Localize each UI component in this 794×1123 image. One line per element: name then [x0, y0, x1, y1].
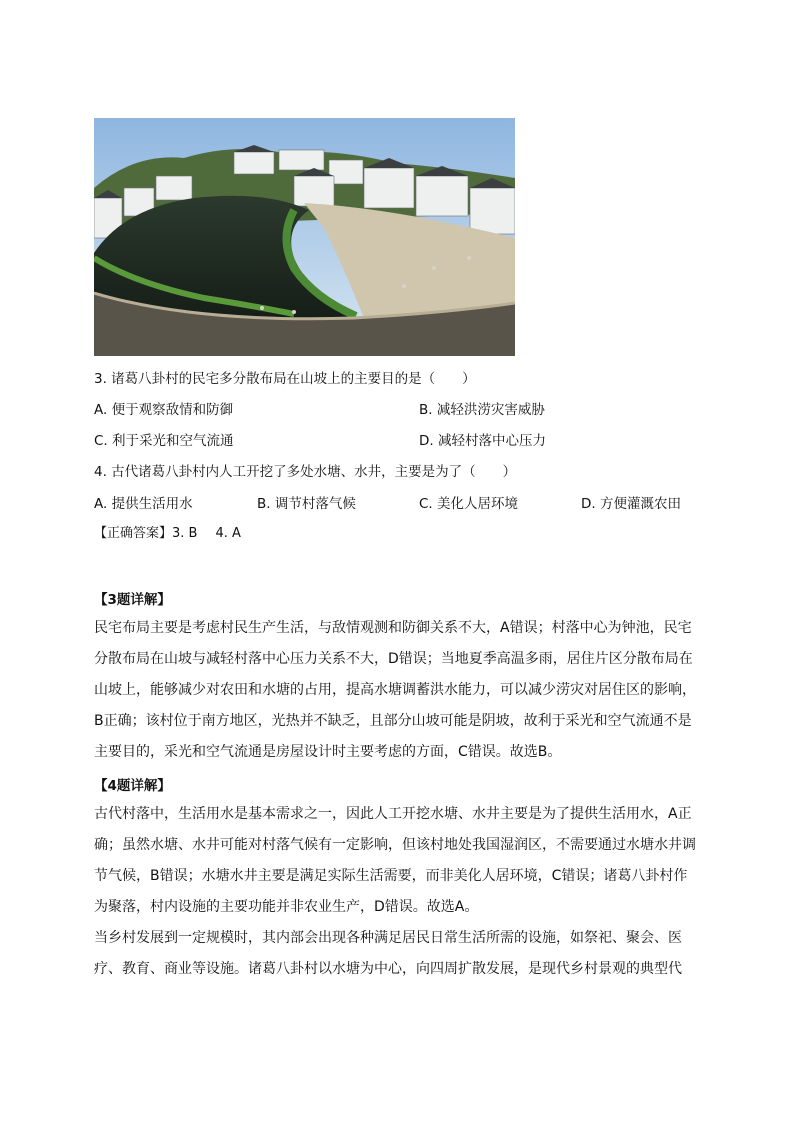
- correct-answer: [94, 524, 241, 544]
- detail-3-text: [94, 613, 698, 768]
- detail-3-heading: 【3题详解】: [94, 592, 171, 608]
- question-4-stem: 4. 古代诸葛八卦村内人工开挖了多处水塘、水井，主要是为了（ ）: [94, 464, 517, 480]
- detail-4-text: [94, 799, 698, 985]
- detail-4-line: 节气候，B错误；水塘水井主要是满足实际生活需要，而非美化人居环境，C错误；诸葛八卦村作: [94, 868, 688, 884]
- detail-3-line: 主要目的，采光和空气流通是房屋设计时主要考虑的方面，C错误。故选B。: [94, 744, 562, 760]
- q3-option-a: A. 便于观察敌情和防御: [94, 402, 234, 418]
- answer-label: 【正确答案】: [94, 526, 173, 541]
- q4-option-d: D. 方便灌溉农田: [581, 496, 681, 512]
- detail-4-line: 为聚落，村内设施的主要功能并非农业生产，D错误。故选A。: [94, 899, 479, 915]
- q4-option-b: B. 调节村落气候: [257, 496, 356, 512]
- village-pond-illustration: [94, 118, 515, 356]
- village-pond-photo: [94, 118, 515, 356]
- q3-option-c: C. 利于采光和空气流通: [94, 433, 234, 449]
- detail-4-line: 当乡村发展到一定规模时，其内部会出现各种满足居民日常生活所需的设施，如祭祀、聚会、医: [94, 930, 682, 946]
- answer-3: 3. B: [172, 526, 198, 541]
- q4-option-c: C. 美化人居环境: [419, 496, 519, 512]
- detail-3-line: 山坡上，能够减少对农田和水塘的占用，提高水塘调蓄洪水能力，可以减少涝灾对居住区的影响，: [94, 682, 696, 698]
- detail-3-line: 分散布局在山坡与减轻村落中心压力关系不大，D错误；当地夏季高温多雨，居住片区分散布局在: [94, 651, 693, 667]
- detail-4-line: 古代村落中，生活用水是基本需求之一，因此人工开挖水塘、水井主要是为了提供生活用水，A正: [94, 806, 692, 822]
- detail-4-line: 确；虽然水塘、水井可能对村落气候有一定影响，但该村地处我国湿润区，不需要通过水塘水井调: [94, 837, 696, 853]
- q4-option-a: A. 提供生活用水: [94, 496, 193, 512]
- answer-4: 4. A: [215, 526, 241, 541]
- detail-4-heading: 【4题详解】: [94, 778, 171, 794]
- detail-4-line: 疗、教育、商业等设施。诸葛八卦村以水塘为中心，向四周扩散发展，是现代乡村景观的典型代: [94, 961, 682, 977]
- detail-3-line: B正确；该村位于南方地区，光热并不缺乏，且部分山坡可能是阴坡，故利于采光和空气流通不是: [94, 713, 692, 729]
- detail-3-line: 民宅布局主要是考虑村民生产生活，与敌情观测和防御关系不大，A错误；村落中心为钟池，民宅: [94, 620, 692, 636]
- q3-option-d: D. 减轻村落中心压力: [419, 433, 546, 449]
- question-3-stem: 3. 诸葛八卦村的民宅多分散布局在山坡上的主要目的是（ ）: [94, 371, 476, 387]
- q3-option-b: B. 减轻洪涝灾害威胁: [419, 402, 545, 418]
